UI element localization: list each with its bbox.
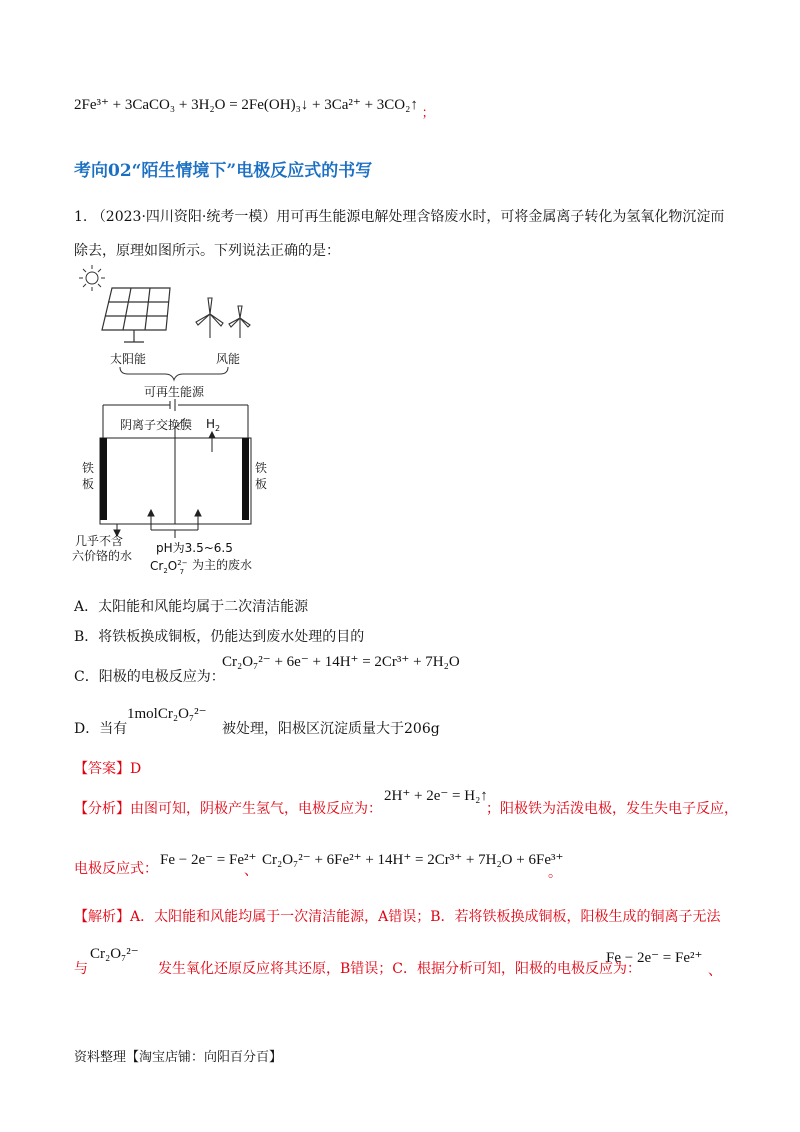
h2-arrow — [209, 432, 215, 452]
analysis-text-3: 电极反应式： — [74, 861, 158, 877]
brace — [120, 367, 228, 380]
answer-value: D — [130, 761, 142, 777]
outlet-label-2: 六价铬的水 — [72, 549, 133, 563]
analysis-label: 【分析】 — [74, 801, 130, 817]
analysis-text-2: ；阳极铁为活泼电极，发生失电子反应， — [486, 801, 738, 817]
membrane-label: 阴离子交换膜 — [120, 418, 193, 432]
option-d — [74, 718, 127, 738]
analysis-eq-1: 2H⁺ + 2e⁻ = H₂↑ — [384, 788, 488, 804]
analysis-eq-3: Cr₂O₇²⁻ + 6Fe²⁺ + 14H⁺ = 2Cr³⁺ + 7H₂O + 6Fe³⁺ — [262, 852, 564, 868]
source-label: 可再生能源 — [144, 385, 205, 399]
answer-label: 【答案】 — [74, 761, 130, 777]
option-a: A．太阳能和风能均属于二次清洁能源 — [74, 599, 309, 615]
explanation-text-2a: 与 — [74, 961, 88, 977]
option-d-prefix: D．当有 — [74, 721, 128, 737]
electrolysis-diagram — [70, 262, 310, 582]
explanation-text-1: A．太阳能和风能均属于一次清洁能源，A错误；B．若将铁板换成铜板，阳极生成的铜离子无法 — [130, 909, 721, 925]
question-number: 1. — [74, 209, 88, 225]
question-text-1: 用可再生能源电解处理含铬废水时，可将金属离子转化为氢氧化物沉淀而 — [276, 209, 725, 225]
inlet-formula: $Cr_2O^{2-}$ 7 — [150, 559, 188, 576]
question-line-2: 除去，原理如图所示。下列说法正确的是： — [74, 243, 340, 259]
analysis-line-1 — [74, 798, 382, 818]
right-plate-label-1: 铁 — [255, 461, 268, 475]
explanation-formula: Cr₂O₇²⁻ — [90, 946, 139, 962]
solar-panel-icon — [102, 288, 170, 342]
answer — [74, 758, 141, 778]
wind-turbine-icon — [196, 298, 250, 338]
option-c-prefix: C．阳极的电极反应为： — [74, 669, 225, 685]
explanation-label: 【解析】 — [74, 909, 130, 925]
option-c-equation: Cr₂O₇²⁻ + 6e⁻ + 14H⁺ = 2Cr³⁺ + 7H₂O — [222, 654, 460, 670]
explanation-eq: Fe − 2e⁻ = Fe²⁺ — [606, 950, 703, 966]
left-plate-label-1: 铁 — [82, 461, 95, 475]
question-line-1 — [74, 206, 724, 226]
question-source: （2023·四川资阳·统考一模） — [91, 209, 277, 225]
analysis-end: 。 — [548, 865, 562, 881]
footer: 资料整理【淘宝店铺：向阳百分百】 — [74, 1050, 283, 1065]
analysis-eq-2: Fe − 2e⁻ = Fe²⁺ — [160, 852, 257, 868]
left-iron-plate — [100, 438, 107, 520]
section-title: 考向02“陌生情境下”电极反应式的书写 — [74, 161, 373, 181]
option-c — [74, 666, 225, 686]
inlet-label-1: pH为3.5~6.5 — [156, 541, 233, 555]
h2-label: $H_2$ — [206, 417, 221, 433]
top-equation-end: ； — [421, 105, 435, 120]
inlet-label-2: 为主的废水 — [192, 558, 253, 572]
explanation-text-2b: 发生氧化还原反应将其还原，B错误；C．根据分析可知，阳极的电极反应为： — [158, 961, 641, 977]
explanation-end: 、 — [708, 963, 722, 979]
analysis-sep: 、 — [244, 863, 258, 879]
left-plate-label-2: 板 — [82, 477, 95, 491]
outlet-label-1: 几乎不含 — [75, 534, 124, 548]
sun-icon — [79, 265, 105, 291]
option-d-formula: 1molCr₂O₇²⁻ — [127, 706, 207, 722]
explanation-line-1 — [74, 906, 721, 926]
wind-label: 风能 — [216, 352, 241, 366]
right-plate-label-2: 板 — [255, 477, 268, 491]
top-equation — [74, 94, 435, 120]
option-b: B．将铁板换成铜板，仍能达到废水处理的目的 — [74, 629, 365, 645]
analysis-line-2 — [74, 858, 158, 878]
option-d-suffix: 被处理，阳极区沉淀质量大于206g — [222, 721, 440, 737]
analysis-text-1: 由图可知，阴极产生氢气，电极反应为： — [130, 801, 382, 817]
right-iron-plate — [242, 438, 249, 520]
top-equation-text: 2Fe³⁺ + 3CaCO₃ + 3H₂O = 2Fe(OH)₃↓ + 3Ca²⁺ + 3CO₂↑ — [74, 97, 418, 113]
solar-label: 太阳能 — [110, 352, 147, 366]
